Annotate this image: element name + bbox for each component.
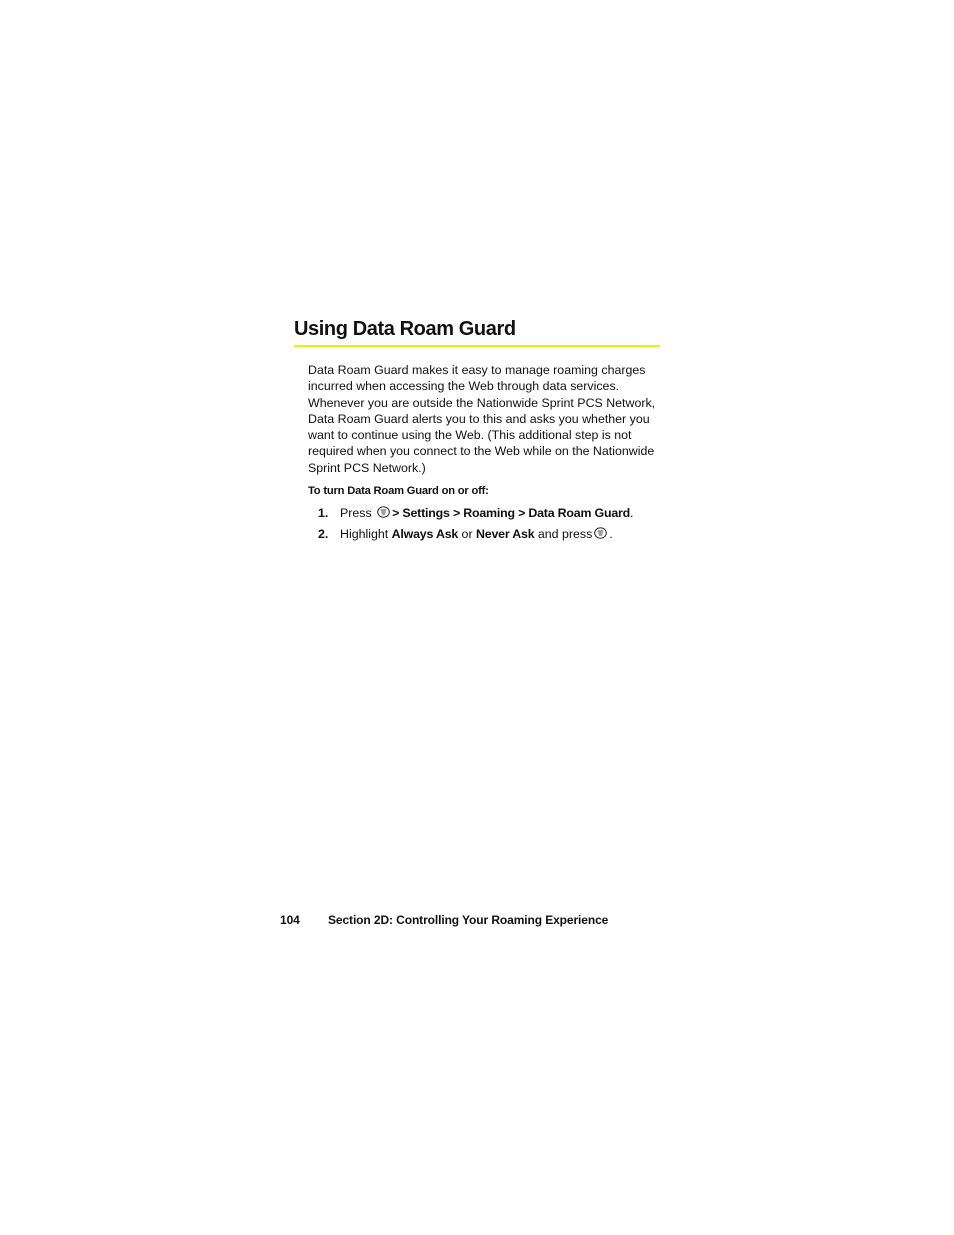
step-punct: .: [630, 506, 634, 520]
page-title: Using Data Roam Guard: [294, 318, 516, 340]
steps-list: [318, 505, 633, 547]
step-punct: .: [609, 527, 613, 541]
option-never-ask: Never Ask: [476, 527, 535, 541]
option-always-ask: Always Ask: [391, 527, 459, 541]
step-1: [318, 505, 633, 526]
menu-ok-key-icon: [594, 527, 607, 539]
step-text: Highlight: [340, 527, 389, 541]
menu-ok-key-icon: [377, 506, 390, 518]
page-footer: [280, 911, 608, 929]
menu-path: > Settings > Roaming > Data Roam Guard: [392, 506, 630, 520]
title-underline: [294, 345, 660, 347]
page-number: 104: [280, 913, 300, 927]
step-text-mid: and press: [537, 527, 593, 541]
step-2: [318, 526, 633, 547]
section-title: Section 2D: Controlling Your Roaming Experience: [328, 913, 609, 927]
step-number: 1.: [318, 506, 329, 520]
procedure-heading: To turn Data Roam Guard on or off:: [308, 485, 489, 497]
intro-paragraph: Data Roam Guard makes it easy to manage roaming charges incurred when accessing the Web through data services. Whenever you are outside the Nationwide Sprint PCS Network, Data Roam Guard alerts you to this and asks you whether you want to continue using the Web. (This additional step is not required when you connect to the Web while on the Nationwide Sprint PCS Network.): [308, 363, 656, 475]
step-text: Press: [340, 506, 372, 520]
step-number: 2.: [318, 527, 329, 541]
step-connector: or: [461, 527, 473, 541]
